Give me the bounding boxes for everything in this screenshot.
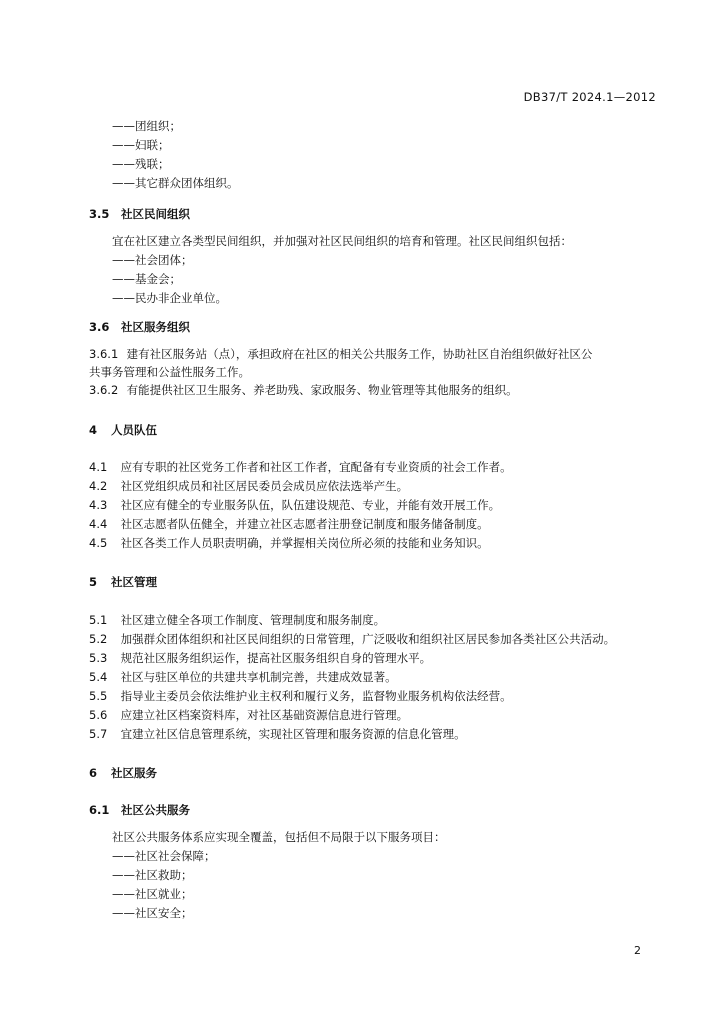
clause-number: 5.7 (89, 727, 108, 741)
clause-continuation: 共事务管理和公益性服务工作。 (89, 365, 250, 379)
section-number: 4 (89, 423, 98, 437)
clause-5-3 (89, 651, 431, 665)
list-item: ——民办非企业单位。 (112, 291, 227, 305)
paragraph: 社区公共服务体系应实现全覆盖，包括但不局限于以下服务项目： (112, 830, 446, 844)
clause-number: 5.2 (89, 632, 108, 646)
section-number: 6.1 (89, 803, 110, 817)
clause-number: 5.3 (89, 651, 108, 665)
clause-number: 5.5 (89, 689, 108, 703)
clause-text: 宜建立社区信息管理系统，实现社区管理和服务资源的信息化管理。 (120, 727, 466, 741)
list-item: ——社区就业； (112, 887, 193, 901)
section-heading-4 (89, 423, 157, 437)
list-item: ——社会团体； (112, 253, 193, 267)
clause-number: 4.2 (89, 479, 108, 493)
clause-4-2 (89, 479, 408, 493)
document-code: DB37/T 2024.1—2012 (523, 90, 656, 104)
clause-number: 4.5 (89, 536, 108, 550)
clause-number: 5.6 (89, 708, 108, 722)
clause-text: 社区应有健全的专业服务队伍，队伍建设规范、专业，并能有效开展工作。 (120, 498, 501, 512)
list-item: ——团组织； (112, 119, 181, 133)
clause-text: 应有专职的社区党务工作者和社区工作者，宜配备有专业资质的社会工作者。 (120, 460, 512, 474)
clause-5-4 (89, 670, 397, 684)
section-number: 3.5 (89, 207, 110, 221)
list-item: ——基金会； (112, 272, 181, 286)
clause-4-3 (89, 498, 500, 512)
section-heading-3-6 (89, 320, 190, 334)
clause-3-6-1 (89, 347, 592, 361)
clause-number: 5.1 (89, 613, 108, 627)
clause-number: 5.4 (89, 670, 108, 684)
section-title: 社区公共服务 (121, 803, 191, 817)
clause-text: 应建立社区档案资料库，对社区基础资源信息进行管理。 (120, 708, 409, 722)
section-heading-6-1 (89, 803, 190, 817)
section-title: 社区服务 (111, 766, 158, 780)
page-number: 2 (634, 944, 641, 957)
clause-text: 规范社区服务组织运作，提高社区服务组织自身的管理水平。 (120, 651, 432, 665)
clause-text: 建有社区服务站（点），承担政府在社区的相关公共服务工作，协助社区自治组织做好社区公 (126, 347, 593, 361)
clause-5-2 (89, 632, 615, 646)
section-title: 社区服务组织 (121, 320, 191, 334)
clause-number: 4.1 (89, 460, 108, 474)
clause-5-1 (89, 613, 385, 627)
clause-text: 社区党组织成员和社区居民委员会成员应依法选举产生。 (120, 479, 409, 493)
section-heading-3-5 (89, 207, 190, 221)
clause-4-4 (89, 517, 489, 531)
clause-number: 3.6.1 (89, 347, 119, 361)
section-number: 5 (89, 575, 98, 589)
list-item: ——社区社会保障； (112, 849, 216, 863)
section-title: 社区民间组织 (121, 207, 191, 221)
clause-5-6 (89, 708, 408, 722)
section-title: 人员队伍 (111, 423, 158, 437)
section-title: 社区管理 (111, 575, 158, 589)
list-item: ——社区安全； (112, 906, 193, 920)
clause-4-5 (89, 536, 489, 550)
list-item: ——残联； (112, 157, 170, 171)
list-item: ——其它群众团体组织。 (112, 176, 239, 190)
clause-text: 社区志愿者队伍健全，并建立社区志愿者注册登记制度和服务储备制度。 (120, 517, 489, 531)
section-heading-6 (89, 766, 157, 780)
clause-number: 4.3 (89, 498, 108, 512)
clause-text: 社区建立健全各项工作制度、管理制度和服务制度。 (120, 613, 386, 627)
clause-number: 3.6.2 (89, 383, 119, 397)
clause-5-5 (89, 689, 512, 703)
section-number: 6 (89, 766, 98, 780)
clause-4-1 (89, 460, 512, 474)
paragraph: 宜在社区建立各类型民间组织，并加强对社区民间组织的培育和管理。社区民间组织包括： (112, 234, 572, 248)
clause-text: 有能提供社区卫生服务、养老助残、家政服务、物业管理等其他服务的组织。 (126, 383, 518, 397)
clause-text: 社区各类工作人员职责明确，并掌握相关岗位所必须的技能和业务知识。 (120, 536, 489, 550)
clause-3-6-2 (89, 383, 518, 397)
section-heading-5 (89, 575, 157, 589)
section-number: 3.6 (89, 320, 110, 334)
clause-number: 4.4 (89, 517, 108, 531)
clause-text: 指导业主委员会依法维护业主权利和履行义务，监督物业服务机构依法经营。 (120, 689, 512, 703)
list-item: ——社区救助； (112, 868, 193, 882)
list-item: ——妇联； (112, 138, 170, 152)
clause-text: 加强群众团体组织和社区民间组织的日常管理，广泛吸收和组织社区居民参加各类社区公共活动。 (120, 632, 616, 646)
clause-text: 社区与驻区单位的共建共享机制完善，共建成效显著。 (120, 670, 397, 684)
clause-5-7 (89, 727, 466, 741)
